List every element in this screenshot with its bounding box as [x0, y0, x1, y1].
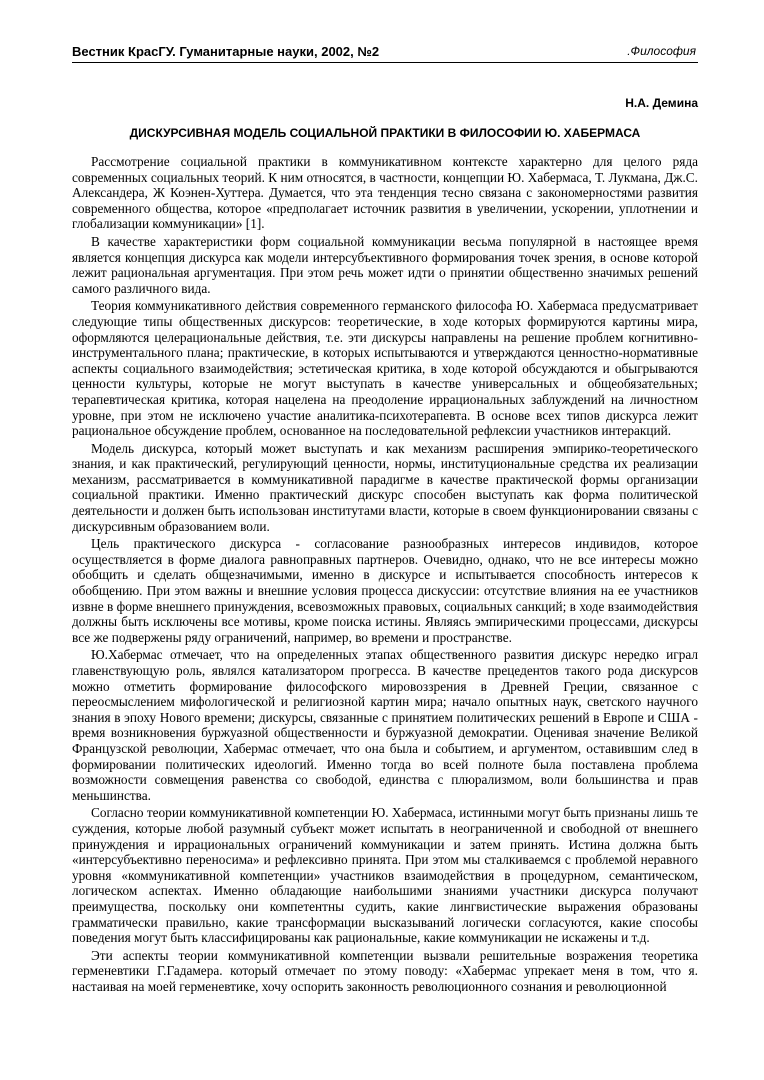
running-header [72, 44, 698, 63]
author-name: Н.А. Демина [625, 96, 698, 110]
paragraph: Рассмотрение социальной практики в коммуникативном контексте характерно для целого ряда современных социальных теорий. К ним относятся, в частности, концепции Ю. Хабермаса, Т. Лукмана, Дж.С. Александера, Ж Коэнен-Хуттера. Думается, что эта тенденция тесно связана с закономерностями развития современного общества, которое «предполагает источник развития в увеличении, ускорении, уплотнении и глобализации коммуникации» [1]. [72, 154, 698, 232]
article-title: ДИСКУРСИВНАЯ МОДЕЛЬ СОЦИАЛЬНОЙ ПРАКТИКИ В ФИЛОСОФИИ Ю. ХАБЕРМАСА [129, 126, 641, 140]
paragraph: В качестве характеристики форм социальной коммуникации весьма популярной в настоящее время является концепция дискурса как модели интерсубъективного формирования точек зрения, в основе которой лежит рациональная аргументация. При этом речь может идти о принятии общественно значимых решений самого различного вида. [72, 233, 698, 296]
paragraph: Согласно теории коммуникативной компетенции Ю. Хабермаса, истинными могут быть признаны лишь те суждения, которые любой разумный субъект может испытать в неограниченной и свободной от внешнего принуждения и иррациональных ограничений коммуникации и затем принять. Истина должна быть «интерсубъективно переносима» и рефлексивно принята. При этом мы сталкиваемся с проблемой неравного уровня «коммуникативной компетенции» участников взаимодействия в процедурном, семантическом, логическом аспектах. Именно обладающие наибольшими знаниями участники дискурса получают преимущества, поскольку они компетентны судить, какие лингвистические выражения образованы грамматически правильно, какие трансформации высказываний логически согласуются, какие способы поведения могут быть классифицированы как рациональные, какие коммуникации не искажены и т.д. [72, 805, 698, 946]
paragraph: Эти аспекты теории коммуникативной компетенции вызвали решительные возражения теоретика герменевтики Г.Гадамера. который отмечает по этому поводу: «Хабермас упрекает меня в том, что я. настаивая на моей герменевтике, хочу оспорить законность революционного сознания и революционной [72, 947, 698, 994]
paragraph: Модель дискурса, который может выступать и как механизм расширения эмпирико-теоретического знания, и как практический, регулирующий ценности, нормы, институциональные средства их реализации механизм, рассматривается в коммуникативной парадигме в качестве практической формы организации социальной практики. Именно практический дискурс способен выступать как форма политической деятельности и должен быть использован институтами власти, которые в своем функционировании связаны с дискурсивным образованием воли. [72, 440, 698, 534]
paragraph: Теория коммуникативного действия современного германского философа Ю. Хабермаса предусматривает следующие типы общественных дискурсов: теоретические, в ходе которых формируются картины мира, оформляются целерациональные действия, т.е. эти дискурсы направлены на решение проблем когнитивно-инструментального плана; практические, в которых испытываются и утверждаются ценностно-нормативные аспекты социального взаимодействия; эстетическая критика, в ходе которой обсуждаются и обыгрываются ценности культуры, которые не могут выступать в качестве универсальных и общеобязательных; терапевтическая критика, которая нацелена на преодоление иррациональных заблуждений на личностном уровне, при этом не исключено участие аналитика-психотерапевта. В основе всех типов дискурса лежит рациональное обсуждение проблем, основанное на последовательной рефлексии участников интеракций. [72, 298, 698, 439]
article-body [72, 154, 698, 994]
journal-title: Вестник КрасГУ. Гуманитарные науки, 2002, №2 [72, 44, 380, 59]
paragraph: Ю.Хабермас отмечает, что на определенных этапах общественного развития дискурс нередко играл главенствующую роль, являлся катализатором прогресса. В качестве прецедентов такого рода дискурсов можно отметить формирование философского мировоззрения в Древней Греции, связанное с переосмыслением мифологической и религиозной картин мира; начало опытных наук, светского научного знания в эпоху Нового времени; дискурсы, связанные с принятием политических решений в Европе и США - время возникновения буржуазной общественности и буржуазной демократии. Оценивая значение Великой Французской революции, Хабермас отмечает, что она была и событием, и аргументом, оставившим след в формировании политических идеологий. Именно тогда во всей полноте была поставлена проблема возможности совмещения равенства со свободой, единства с плюрализмом, воли большинства и прав меньшинства. [72, 647, 698, 803]
section-name: .Философия [627, 44, 696, 58]
paragraph: Цель практического дискурса - согласование разнообразных интересов индивидов, которое осуществляется в форме диалога равноправных партнеров. Очевидно, однако, что не все интересы можно обобщить и сделать общезначимыми, именно в дискурсе и испытывается способность интересов к обобщению. При этом важны и внешние условия процесса дискуссии: отсутствие влияния на ее участников извне в форме внешнего принуждения, всевозможных правовых, социальных санкций; в ходе взаимодействия должны быть исключены все мотивы, кроме поиска истины. Являясь эмпирическими процессами, дискурсы все же подвержены ряду ограничений, например, во времени и пространстве. [72, 536, 698, 645]
